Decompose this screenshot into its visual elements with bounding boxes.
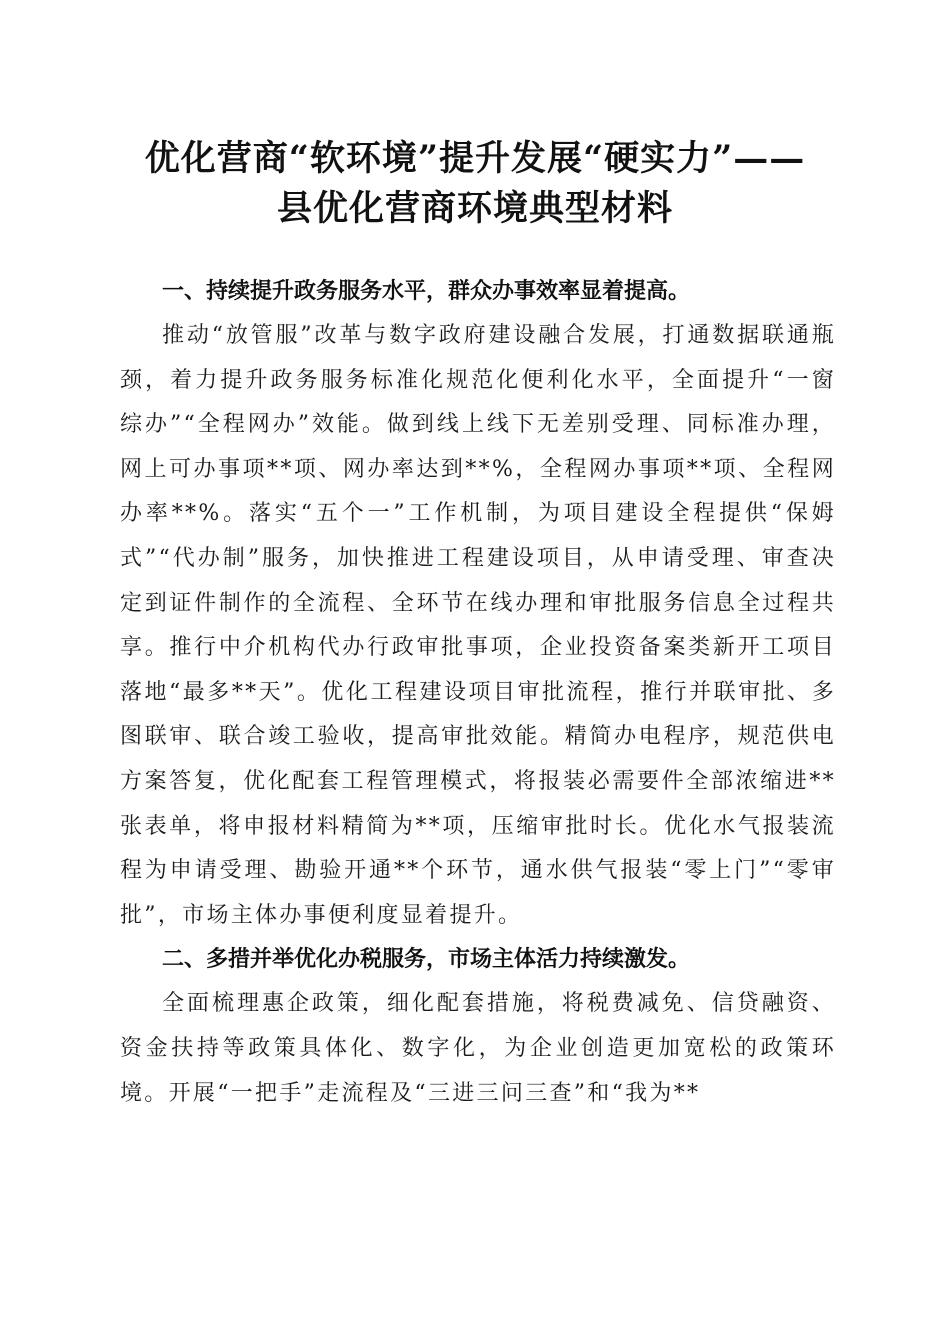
document-body: [120, 270, 836, 1116]
title-line-1: 优化营商“软环境”提升发展“硬实力”——: [144, 138, 806, 179]
section-1-paragraph: 推动“放管服”改革与数字政府建设融合发展，打通数据联通瓶颈，着力提升政务服务标准化规范化便利化水平，全面提升“一窗综办”“全程网办”效能。做到线上线下无差别受理、同标准办理，网上可办事项**项、网办率达到**%，全程网办事项**项、全程网办率**%。落实“五个一”工作机制，为项目建设全程提供“保姆式”“代办制”服务，加快推进工程建设项目，从申请受理、审查决定到证件制作的全流程、全环节在线办理和审批服务信息全过程共享。推行中介机构代办行政审批事项，企业投资备案类新开工项目落地“最多**天”。优化工程建设项目审批流程，推行并联审批、多图联审、联合竣工验收，提高审批效能。精简办电程序，规范供电方案答复，优化配套工程管理模式，将报装必需要件全部浓缩进**张表单，将申报材料精简为**项，压缩审批时长。优化水气报装流程为申请受理、勘验开通**个环节，通水供气报装“零上门”“零审批”，市场主体办事便利度显着提升。: [120, 323, 836, 928]
title-line-2: 县优化营商环境典型材料: [276, 188, 673, 229]
section-2-heading: 二、多措并举优化办税服务，市场主体活力持续激发。: [162, 947, 691, 973]
section-1-heading: 一、持续提升政务服务水平，群众办事效率显着提高。: [162, 279, 691, 304]
section-2-paragraph: 全面梳理惠企政策，细化配套措施，将税费减免、信贷融资、资金扶持等政策具体化、数字化，为企业创造更加宽松的政策环境。开展“一把手”走流程及“三进三问三查”和“我为**: [120, 991, 836, 1106]
document-title: [60, 134, 890, 234]
